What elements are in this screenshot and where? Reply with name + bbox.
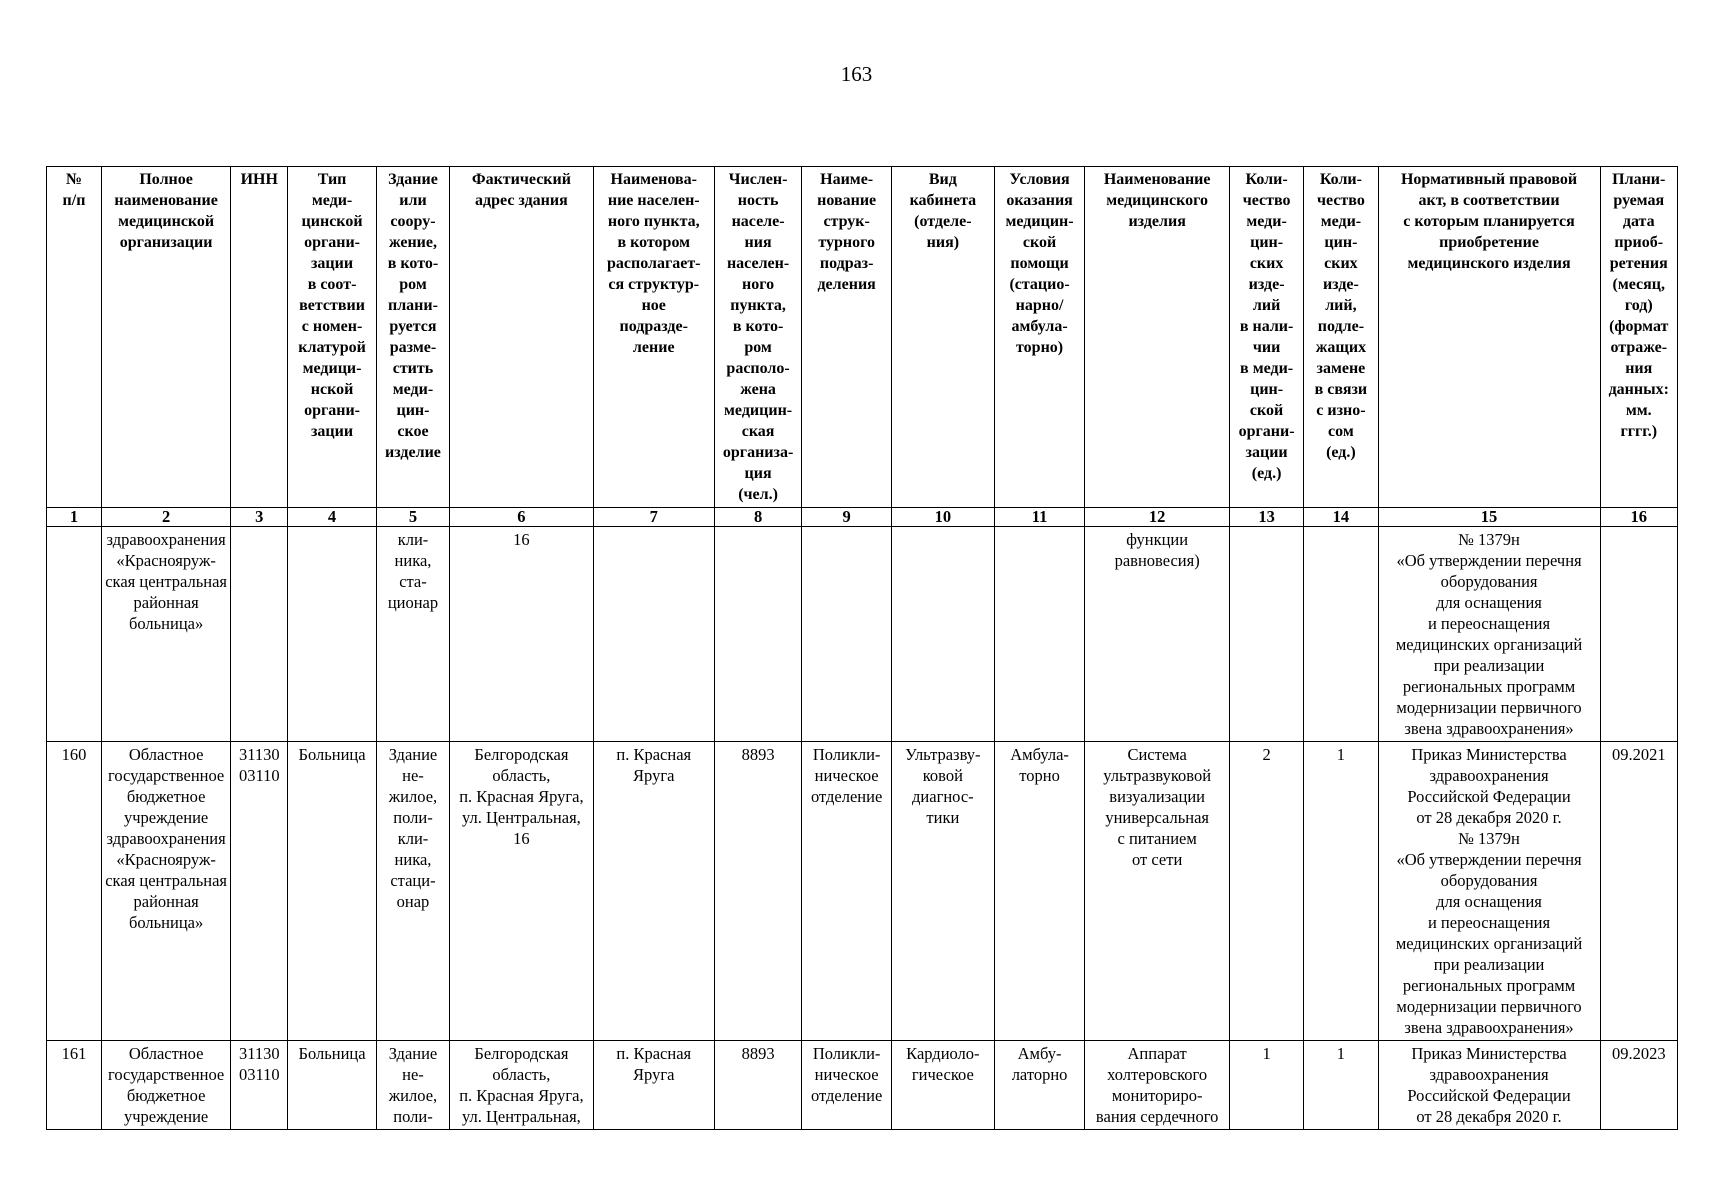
table-cell (1229, 527, 1303, 742)
table-cell: Ультразву- ковой диагнос- тики (891, 742, 994, 1041)
table-cell: Областное государственное бюджетное учреждение (101, 1041, 230, 1130)
column-number: 13 (1229, 508, 1303, 527)
table-cell: Приказ Министерства здравоохранения Российской Федерации от 28 декабря 2020 г. (1378, 1041, 1600, 1130)
table-cell (231, 527, 288, 742)
header-row (47, 167, 1678, 508)
column-number: 7 (593, 508, 714, 527)
table-cell: п. Красная Яруга (593, 1041, 714, 1130)
header-cell: Полное наименование медицинской организации (101, 167, 230, 508)
table-cell: Поликли- ническое отделение (802, 742, 892, 1041)
header-cell: № п/п (47, 167, 102, 508)
table-cell: Областное государственное бюджетное учреждение здравоохранения «Краснояруж- ская центральная районная больница» (101, 742, 230, 1041)
header-cell: Коли- чество меди- цин- ских изде- лий в нали- чии в меди- цин- ской органи- зации (ед.) (1229, 167, 1303, 508)
table-cell: Здание не- жилое, поли- (376, 1041, 449, 1130)
table-cell: 1 (1304, 1041, 1378, 1130)
column-number: 3 (231, 508, 288, 527)
table-cell: п. Красная Яруга (593, 742, 714, 1041)
header-cell: Наименова- ние населен- ного пункта, в котором располагает- ся структур- ное подразде- ление (593, 167, 714, 508)
table-cell: Здание не- жилое, поли- кли- ника, стаци- онар (376, 742, 449, 1041)
header-cell: Вид кабинета (отделе- ния) (891, 167, 994, 508)
column-number: 16 (1600, 508, 1678, 527)
column-number: 4 (288, 508, 377, 527)
table-cell: 1 (1304, 742, 1378, 1041)
table-cell (47, 527, 102, 742)
table-cell: 31130 03110 (231, 742, 288, 1041)
header-cell: Коли- чество меди- цин- ских изде- лий, подле- жащих замене в связи с изно- сом (ед.) (1304, 167, 1378, 508)
table-row-continuation (47, 527, 1678, 742)
table-cell: Поликли- ническое отделение (802, 1041, 892, 1130)
column-number: 5 (376, 508, 449, 527)
page-number: 163 (840, 62, 873, 86)
table-cell: 09.2023 (1600, 1041, 1678, 1130)
table-cell: 16 (450, 527, 594, 742)
table-cell: 161 (47, 1041, 102, 1130)
table-cell: 31130 03110 (231, 1041, 288, 1130)
table-cell (891, 527, 994, 742)
table-cell: 09.2021 (1600, 742, 1678, 1041)
column-number: 11 (994, 508, 1085, 527)
header-cell: Плани- руемая дата приоб- ретения (месяц, год) (формат отраже- ния данных: мм. гггг.) (1600, 167, 1678, 508)
table-row-161 (47, 1041, 1678, 1130)
table-cell: Аппарат холтеровского мониториро- вания сердечного (1085, 1041, 1230, 1130)
table-cell: Амбу- латорно (994, 1041, 1085, 1130)
table-cell: 8893 (714, 742, 802, 1041)
table-cell (802, 527, 892, 742)
table-cell: Амбула- торно (994, 742, 1085, 1041)
column-number: 2 (101, 508, 230, 527)
header-cell: Тип меди- цинской органи- зации в соот- ветствии с номен- клатурой медици- нской органи- зации (288, 167, 377, 508)
medical-equipment-table (46, 166, 1678, 1130)
header-cell: Числен- ность населе- ния населен- ного пункта, в кото- ром располо- жена медицин- ская организа- ция (чел.) (714, 167, 802, 508)
table-cell (714, 527, 802, 742)
table-cell (1304, 527, 1378, 742)
table-cell: 8893 (714, 1041, 802, 1130)
column-number: 8 (714, 508, 802, 527)
column-number: 6 (450, 508, 594, 527)
table-cell: Белгородская область, п. Красная Яруга, ул. Центральная, (450, 1041, 594, 1130)
table-cell: Кардиоло- гическое (891, 1041, 994, 1130)
header-cell: Здание или соору- жение, в кото- ром плани- руется разме- стить меди- цин- ское изделие (376, 167, 449, 508)
column-number: 1 (47, 508, 102, 527)
table-cell (288, 527, 377, 742)
table-cell: 160 (47, 742, 102, 1041)
header-cell: ИНН (231, 167, 288, 508)
column-number-row (47, 508, 1678, 527)
table-cell: 1 (1229, 1041, 1303, 1130)
table-cell: 2 (1229, 742, 1303, 1041)
header-cell: Нормативный правовой акт, в соответствии с которым планируется приобретение медицинского изделия (1378, 167, 1600, 508)
table-cell: Приказ Министерства здравоохранения Российской Федерации от 28 декабря 2020 г. № 1379н «Об утверждении перечня оборудования для оснащения и переоснащения медицинских организаций при реализации региональных программ модернизации первичного звена здравоохранения» (1378, 742, 1600, 1041)
column-number: 14 (1304, 508, 1378, 527)
table-cell: Больница (288, 1041, 377, 1130)
table-cell: Система ультразвуковой визуализации универсальная с питанием от сети (1085, 742, 1230, 1041)
table-cell: Больница (288, 742, 377, 1041)
header-cell: Наиме- нование струк- турного подраз- деления (802, 167, 892, 508)
table-cell (1600, 527, 1678, 742)
column-number: 9 (802, 508, 892, 527)
header-cell: Фактический адрес здания (450, 167, 594, 508)
table-cell: здравоохранения «Краснояруж- ская центральная районная больница» (101, 527, 230, 742)
header-cell: Наименование медицинского изделия (1085, 167, 1230, 508)
table-cell: Белгородская область, п. Красная Яруга, ул. Центральная, 16 (450, 742, 594, 1041)
column-number: 15 (1378, 508, 1600, 527)
column-number: 10 (891, 508, 994, 527)
table-row-160 (47, 742, 1678, 1041)
table-cell: функции равновесия) (1085, 527, 1230, 742)
table-cell: кли- ника, ста- ционар (376, 527, 449, 742)
table-cell (994, 527, 1085, 742)
table-cell (593, 527, 714, 742)
header-cell: Условия оказания медицин- ской помощи (стацио- нарно/ амбула- торно) (994, 167, 1085, 508)
column-number: 12 (1085, 508, 1230, 527)
table-cell: № 1379н «Об утверждении перечня оборудования для оснащения и переоснащения медицинских организаций при реализации региональных программ модернизации первичного звена здравоохранения» (1378, 527, 1600, 742)
